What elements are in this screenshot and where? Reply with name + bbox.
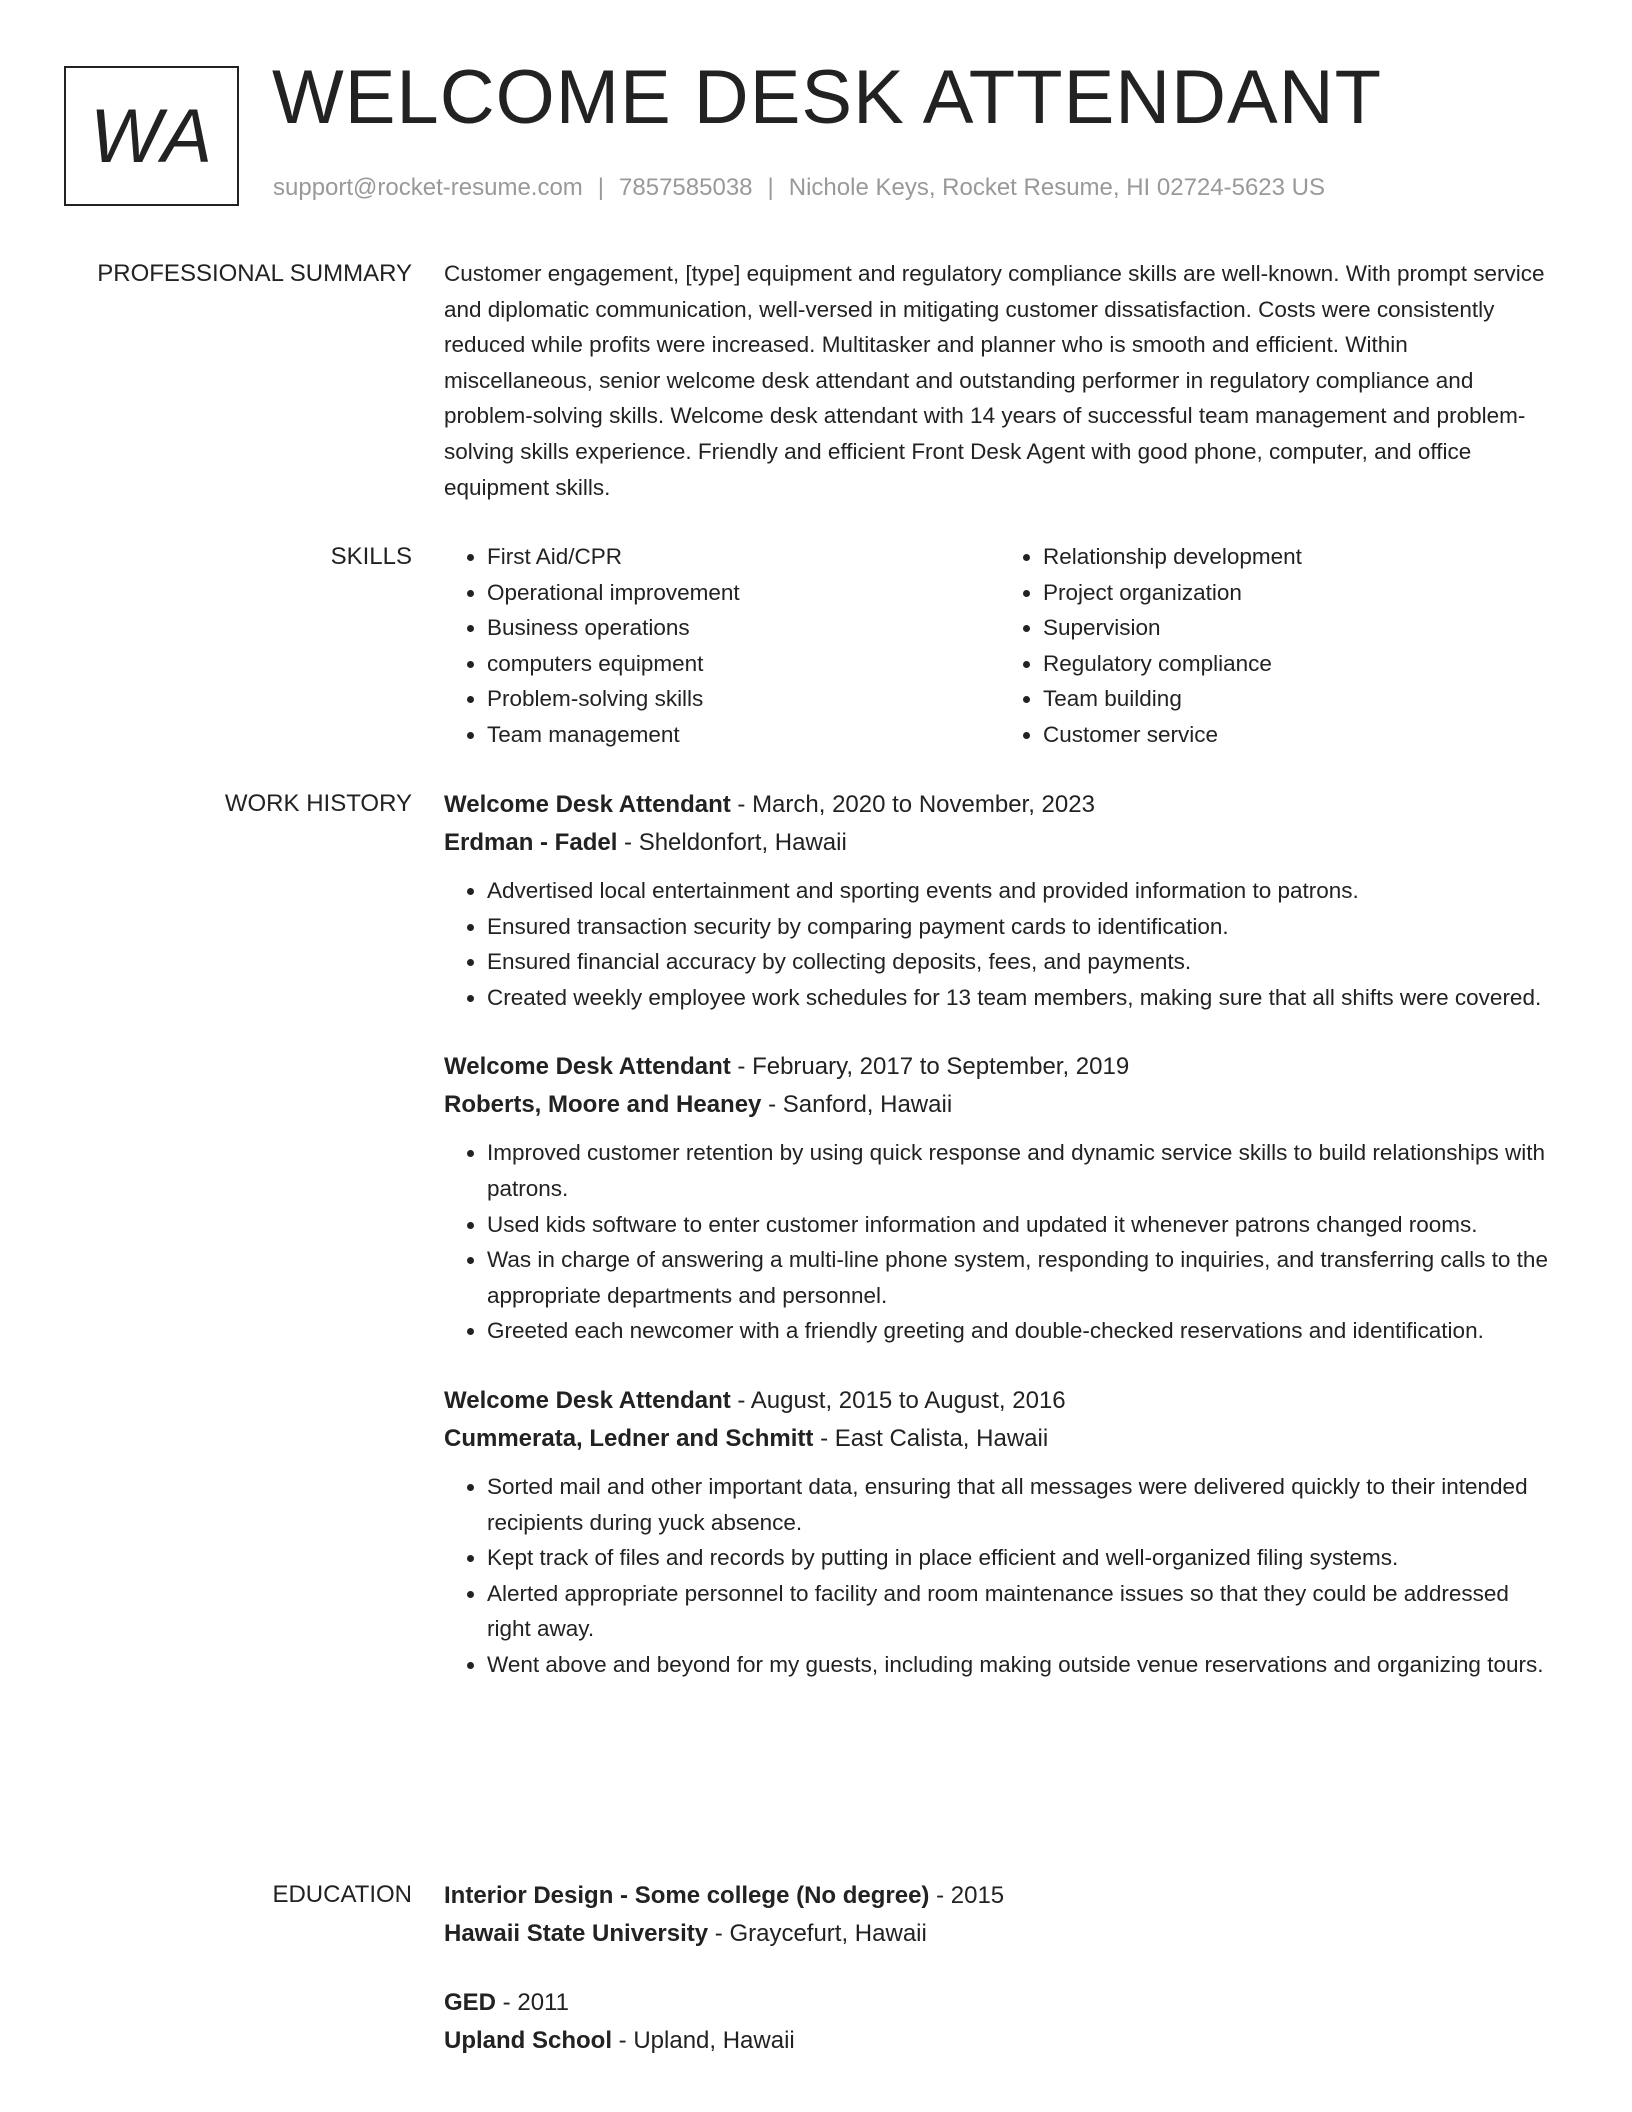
job-entry [444,1048,1556,1349]
job-bullet: • Alerted appropriate personnel to facility and room maintenance issues so that they could be addressed right away. [487,1576,1556,1647]
job-bullet: • Was in charge of answering a multi-line phone system, responding to inquiries, and transferring calls to the appropriate departments and personnel. [487,1242,1556,1313]
education-degree: Interior Design - Some college (No degree) [444,1882,930,1909]
education-school-line [444,2021,1556,2061]
skill-item: • First Aid/CPR [487,539,1000,575]
summary-body [444,256,1556,505]
job-location: - Sanford, Hawaii [761,1091,953,1119]
contact-separator: | [597,174,605,201]
education-body [444,1877,1556,2061]
job-bullet: • Advertised local entertainment and sporting events and provided information to patrons. [487,873,1556,909]
contact-phone[interactable]: 7857585038 [619,174,753,201]
job-bullet: • Ensured financial accuracy by collecting deposits, fees, and payments. [487,944,1556,980]
skills-body [444,539,1556,753]
summary-text: Customer engagement, [type] equipment and regulatory compliance skills are well-known. With prompt service and diplomatic communication, well-versed in mitigating customer dissatisfaction. Costs were consistently reduced while profits were increased. Multitasker and planner who is smooth and efficient. Within miscellaneous, senior welcome desk attendant and outstanding performer in regulatory compliance and problem-solving skills. Welcome desk attendant with 14 years of successful team management and problem-solving skills experience. Friendly and efficient Front Desk Agent with good phone, computer, and office equipment skills. [444,261,1545,500]
education-degree-line [444,1984,1556,2021]
job-company-line [444,823,1556,863]
job-title-line [444,786,1556,823]
skill-item: • Project organization [1043,575,1556,611]
skill-item: • Team building [1043,681,1556,717]
section-label: PROFESSIONAL SUMMARY [97,260,412,287]
skill-item: • computers equipment [487,646,1000,682]
skill-item: • Operational improvement [487,575,1000,611]
job-location: - East Calista, Hawaii [813,1424,1049,1452]
contact-line [273,174,1325,202]
skill-item: • Supervision [1043,610,1556,646]
job-title: Welcome Desk Attendant [444,1386,731,1414]
skill-item: • Customer service [1043,717,1556,753]
education-entry [444,1877,1556,1954]
job-entry [444,1382,1556,1683]
education-school: Upland School [444,2027,612,2054]
job-title: Welcome Desk Attendant [444,1053,731,1081]
skill-item: • Regulatory compliance [1043,646,1556,682]
job-entry [444,786,1556,1015]
job-bullet: • Created weekly employee work schedules for 13 team members, making sure that all shifts were covered. [487,980,1556,1016]
job-bullet: • Kept track of files and records by putting in place efficient and well-organized filing systems. [487,1540,1556,1576]
job-dates: - February, 2017 to September, 2019 [730,1053,1130,1081]
job-company: Cummerata, Ledner and Schmitt [444,1424,814,1452]
job-bullet: • Ensured transaction security by comparing payment cards to identification. [487,909,1556,945]
skills-list-left [444,539,1000,753]
job-bullets [444,873,1556,1015]
work-history-body [444,786,1556,1683]
education-year: - 2011 [496,1989,569,2016]
section-label: SKILLS [330,543,412,570]
section-label: WORK HISTORY [224,790,412,817]
job-bullets [444,1135,1556,1349]
job-bullet: • Greeted each newcomer with a friendly greeting and double-checked reservations and identification. [487,1313,1556,1349]
job-bullet: • Improved customer retention by using quick response and dynamic service skills to build relationships with patrons. [487,1135,1556,1206]
job-company: Erdman - Fadel [444,829,618,856]
job-company-line [444,1419,1556,1459]
monogram-box [64,66,239,206]
education-entry [444,1984,1556,2061]
job-bullet: • Used kids software to enter customer information and updated it whenever patrons changed rooms. [487,1207,1556,1243]
job-dates: - August, 2015 to August, 2016 [730,1386,1066,1414]
education-degree-line [444,1877,1556,1914]
contact-separator: | [767,174,774,201]
job-company: Roberts, Moore and Heaney [444,1091,762,1119]
job-bullet: • Sorted mail and other important data, ensuring that all messages were delivered quickly to their intended recipients during yuck absence. [487,1469,1556,1540]
job-bullets [444,1469,1556,1683]
job-title-line [444,1048,1556,1085]
job-title: Welcome Desk Attendant [444,791,731,818]
education-location: - Upland, Hawaii [612,2027,795,2054]
section-label: EDUCATION [272,1881,412,1908]
skill-item: • Team management [487,717,1000,753]
contact-email[interactable]: support@rocket-resume.com [273,174,583,201]
skills-list-right [1000,539,1556,753]
education-school: Hawaii State University [444,1920,709,1947]
job-location: - Sheldonfort, Hawaii [617,829,847,856]
contact-address: Nichole Keys, Rocket Resume, HI 02724-5623 US [788,174,1326,201]
resume-title: WELCOME DESK ATTENDANT [272,55,1383,140]
skill-item: • Problem-solving skills [487,681,1000,717]
education-school-line [444,1914,1556,1954]
job-title-line [444,1382,1556,1419]
education-location: - Graycefurt, Hawaii [708,1920,927,1947]
education-degree: GED [444,1989,497,2016]
job-bullet: • Went above and beyond for my guests, including making outside venue reservations and organizing tours. [487,1647,1556,1683]
education-year: - 2015 [929,1882,1005,1909]
job-dates: - March, 2020 to November, 2023 [730,791,1095,818]
skill-item: • Relationship development [1043,539,1556,575]
monogram-initials: WA [89,93,214,179]
skill-item: • Business operations [487,610,1000,646]
job-company-line [444,1085,1556,1125]
